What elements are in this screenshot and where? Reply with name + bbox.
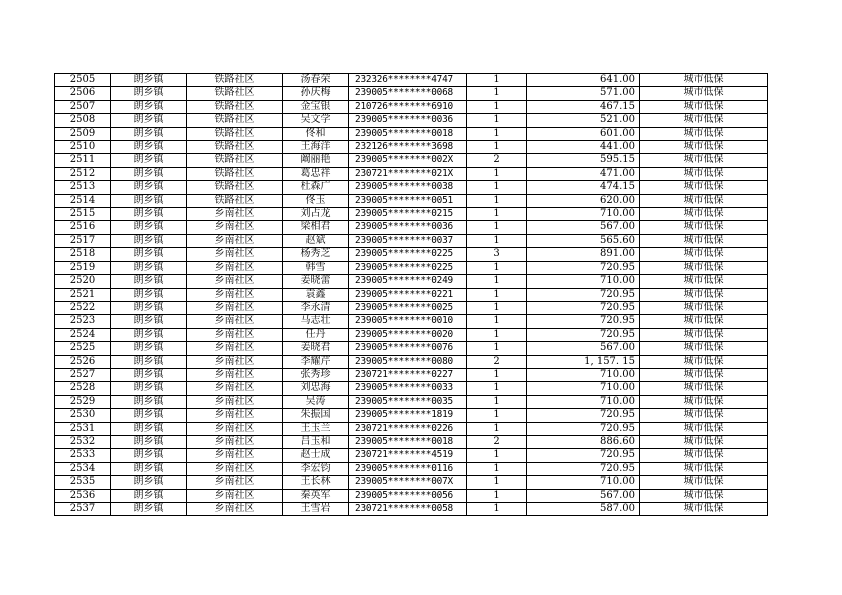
row-number: 2506 [55,87,111,100]
town-cell: 朗乡镇 [111,141,187,154]
table-row [55,355,768,368]
household-count-cell: 2 [467,435,527,448]
town-cell: 朗乡镇 [111,435,187,448]
household-count-cell: 1 [467,87,527,100]
town-cell: 朗乡镇 [111,275,187,288]
community-cell: 乡南社区 [187,275,283,288]
id-number-cell: 239005********0080 [349,355,467,368]
id-number-cell: 239005********007X [349,476,467,489]
id-number-cell: 239005********0025 [349,301,467,314]
name-cell: 杜森广 [283,181,349,194]
community-cell: 铁路社区 [187,167,283,180]
amount-cell: 710.00 [527,395,640,408]
name-cell: 李耀芹 [283,355,349,368]
assistance-type-cell: 城市低保 [640,127,768,140]
household-count-cell: 1 [467,301,527,314]
id-number-cell: 239005********0225 [349,261,467,274]
amount-cell: 710.00 [527,476,640,489]
community-cell: 乡南社区 [187,315,283,328]
row-number: 2523 [55,315,111,328]
assistance-type-cell: 城市低保 [640,503,768,516]
name-cell: 孙庆梅 [283,87,349,100]
assistance-type-cell: 城市低保 [640,382,768,395]
name-cell: 汤春荣 [283,74,349,87]
id-number-cell: 239005********0221 [349,288,467,301]
id-number-cell: 239005********0249 [349,275,467,288]
town-cell: 朗乡镇 [111,503,187,516]
row-number: 2508 [55,114,111,127]
assistance-type-cell: 城市低保 [640,141,768,154]
community-cell: 乡南社区 [187,221,283,234]
table-row [55,194,768,207]
id-number-cell: 239005********0036 [349,221,467,234]
amount-cell: 710.00 [527,368,640,381]
table-row [55,476,768,489]
household-count-cell: 1 [467,167,527,180]
community-cell: 乡南社区 [187,395,283,408]
community-cell: 乡南社区 [187,435,283,448]
name-cell: 王雪岩 [283,503,349,516]
table-row [55,248,768,261]
town-cell: 朗乡镇 [111,315,187,328]
table-row [55,368,768,381]
household-count-cell: 1 [467,422,527,435]
amount-cell: 720.95 [527,261,640,274]
table-row [55,422,768,435]
amount-cell: 595.15 [527,154,640,167]
household-count-cell: 1 [467,462,527,475]
community-cell: 乡南社区 [187,422,283,435]
household-count-cell: 3 [467,248,527,261]
assistance-type-cell: 城市低保 [640,315,768,328]
household-count-cell: 1 [467,100,527,113]
table-row [55,167,768,180]
household-count-cell: 1 [467,234,527,247]
assistance-type-cell: 城市低保 [640,261,768,274]
town-cell: 朗乡镇 [111,154,187,167]
amount-cell: 620.00 [527,194,640,207]
community-cell: 乡南社区 [187,462,283,475]
table-row [55,315,768,328]
assistance-type-cell: 城市低保 [640,167,768,180]
amount-cell: 467.15 [527,100,640,113]
assistance-type-cell: 城市低保 [640,355,768,368]
row-number: 2519 [55,261,111,274]
table-row [55,141,768,154]
id-number-cell: 239005********0018 [349,435,467,448]
name-cell: 佟玉 [283,194,349,207]
town-cell: 朗乡镇 [111,194,187,207]
community-cell: 乡南社区 [187,342,283,355]
assistance-type-cell: 城市低保 [640,395,768,408]
id-number-cell: 239005********0116 [349,462,467,475]
household-count-cell: 1 [467,74,527,87]
id-number-cell: 232326********4747 [349,74,467,87]
household-count-cell: 1 [467,409,527,422]
amount-cell: 587.00 [527,503,640,516]
assistance-type-cell: 城市低保 [640,422,768,435]
town-cell: 朗乡镇 [111,382,187,395]
table-row [55,288,768,301]
amount-cell: 720.95 [527,288,640,301]
id-number-cell: 239005********0035 [349,395,467,408]
community-cell: 铁路社区 [187,141,283,154]
household-count-cell: 1 [467,275,527,288]
id-number-cell: 239005********0051 [349,194,467,207]
amount-cell: 571.00 [527,87,640,100]
row-number: 2531 [55,422,111,435]
row-number: 2510 [55,141,111,154]
assistance-type-cell: 城市低保 [640,74,768,87]
name-cell: 吴文学 [283,114,349,127]
town-cell: 朗乡镇 [111,100,187,113]
town-cell: 朗乡镇 [111,74,187,87]
table-row [55,435,768,448]
table-row [55,87,768,100]
name-cell: 王海洋 [283,141,349,154]
name-cell: 韩雪 [283,261,349,274]
amount-cell: 601.00 [527,127,640,140]
household-count-cell: 1 [467,315,527,328]
household-count-cell: 1 [467,395,527,408]
amount-cell: 1, 157. 15 [527,355,640,368]
household-count-cell: 1 [467,114,527,127]
town-cell: 朗乡镇 [111,288,187,301]
assistance-type-cell: 城市低保 [640,328,768,341]
name-cell: 阚丽艳 [283,154,349,167]
town-cell: 朗乡镇 [111,248,187,261]
assistance-type-cell: 城市低保 [640,208,768,221]
id-number-cell: 239005********0225 [349,248,467,261]
assistance-type-cell: 城市低保 [640,462,768,475]
assistance-type-cell: 城市低保 [640,435,768,448]
table-row [55,127,768,140]
row-number: 2535 [55,476,111,489]
row-number: 2527 [55,368,111,381]
town-cell: 朗乡镇 [111,167,187,180]
name-cell: 吴涛 [283,395,349,408]
assistance-type-cell: 城市低保 [640,194,768,207]
row-number: 2515 [55,208,111,221]
household-count-cell: 1 [467,221,527,234]
amount-cell: 474.15 [527,181,640,194]
town-cell: 朗乡镇 [111,301,187,314]
household-count-cell: 1 [467,194,527,207]
row-number: 2518 [55,248,111,261]
row-number: 2526 [55,355,111,368]
assistance-type-cell: 城市低保 [640,409,768,422]
id-number-cell: 239005********0076 [349,342,467,355]
community-cell: 乡南社区 [187,503,283,516]
town-cell: 朗乡镇 [111,355,187,368]
community-cell: 乡南社区 [187,409,283,422]
id-number-cell: 230721********0227 [349,368,467,381]
name-cell: 马志壮 [283,315,349,328]
amount-cell: 471.00 [527,167,640,180]
name-cell: 赵斌 [283,234,349,247]
community-cell: 铁路社区 [187,74,283,87]
id-number-cell: 239005********0215 [349,208,467,221]
town-cell: 朗乡镇 [111,181,187,194]
community-cell: 铁路社区 [187,114,283,127]
assistance-type-cell: 城市低保 [640,221,768,234]
id-number-cell: 230721********0226 [349,422,467,435]
table-row [55,489,768,502]
amount-cell: 886.60 [527,435,640,448]
id-number-cell: 210726********6910 [349,100,467,113]
town-cell: 朗乡镇 [111,342,187,355]
town-cell: 朗乡镇 [111,395,187,408]
name-cell: 袁鑫 [283,288,349,301]
amount-cell: 720.95 [527,409,640,422]
table-row [55,261,768,274]
assistance-type-cell: 城市低保 [640,87,768,100]
row-number: 2533 [55,449,111,462]
assistance-type-cell: 城市低保 [640,154,768,167]
amount-cell: 567.00 [527,342,640,355]
town-cell: 朗乡镇 [111,409,187,422]
household-count-cell: 1 [467,328,527,341]
household-count-cell: 1 [467,342,527,355]
community-cell: 乡南社区 [187,328,283,341]
town-cell: 朗乡镇 [111,261,187,274]
community-cell: 乡南社区 [187,248,283,261]
table-row [55,503,768,516]
town-cell: 朗乡镇 [111,449,187,462]
household-count-cell: 1 [467,368,527,381]
household-count-cell: 1 [467,449,527,462]
row-number: 2514 [55,194,111,207]
community-cell: 乡南社区 [187,234,283,247]
row-number: 2536 [55,489,111,502]
table-row [55,275,768,288]
community-cell: 乡南社区 [187,476,283,489]
amount-cell: 567.00 [527,221,640,234]
household-count-cell: 1 [467,181,527,194]
table-row [55,181,768,194]
row-number: 2509 [55,127,111,140]
name-cell: 吕玉和 [283,435,349,448]
amount-cell: 641.00 [527,74,640,87]
community-cell: 乡南社区 [187,261,283,274]
table-row [55,395,768,408]
id-number-cell: 239005********0037 [349,234,467,247]
id-number-cell: 239005********0068 [349,87,467,100]
id-number-cell: 239005********002X [349,154,467,167]
household-count-cell: 1 [467,476,527,489]
amount-cell: 521.00 [527,114,640,127]
household-count-cell: 1 [467,503,527,516]
row-number: 2524 [55,328,111,341]
table-row [55,234,768,247]
community-cell: 乡南社区 [187,382,283,395]
assistance-type-cell: 城市低保 [640,368,768,381]
name-cell: 王长林 [283,476,349,489]
id-number-cell: 239005********0018 [349,127,467,140]
name-cell: 王玉兰 [283,422,349,435]
row-number: 2505 [55,74,111,87]
id-number-cell: 230721********021X [349,167,467,180]
row-number: 2521 [55,288,111,301]
table-body [55,74,768,516]
town-cell: 朗乡镇 [111,368,187,381]
assistance-type-cell: 城市低保 [640,181,768,194]
assistance-type-cell: 城市低保 [640,114,768,127]
name-cell: 金宝银 [283,100,349,113]
community-cell: 乡南社区 [187,288,283,301]
town-cell: 朗乡镇 [111,462,187,475]
name-cell: 佟和 [283,127,349,140]
row-number: 2517 [55,234,111,247]
table-row [55,409,768,422]
town-cell: 朗乡镇 [111,127,187,140]
community-cell: 铁路社区 [187,127,283,140]
id-number-cell: 239005********0056 [349,489,467,502]
household-count-cell: 1 [467,141,527,154]
name-cell: 李宏钧 [283,462,349,475]
community-cell: 铁路社区 [187,154,283,167]
row-number: 2507 [55,100,111,113]
table-row [55,208,768,221]
table-row [55,154,768,167]
row-number: 2522 [55,301,111,314]
row-number: 2530 [55,409,111,422]
assistance-type-cell: 城市低保 [640,248,768,261]
id-number-cell: 239005********0020 [349,328,467,341]
town-cell: 朗乡镇 [111,114,187,127]
community-cell: 乡南社区 [187,301,283,314]
name-cell: 葛忠祥 [283,167,349,180]
name-cell: 刘忠海 [283,382,349,395]
assistance-type-cell: 城市低保 [640,489,768,502]
id-number-cell: 239005********0033 [349,382,467,395]
row-number: 2529 [55,395,111,408]
assistance-type-cell: 城市低保 [640,301,768,314]
town-cell: 朗乡镇 [111,221,187,234]
row-number: 2532 [55,435,111,448]
id-number-cell: 239005********0010 [349,315,467,328]
household-count-cell: 2 [467,355,527,368]
amount-cell: 567.00 [527,489,640,502]
community-cell: 乡南社区 [187,368,283,381]
name-cell: 赵士成 [283,449,349,462]
row-number: 2534 [55,462,111,475]
amount-cell: 720.95 [527,301,640,314]
name-cell: 张秀珍 [283,368,349,381]
row-number: 2516 [55,221,111,234]
household-count-cell: 1 [467,208,527,221]
id-number-cell: 232126********3698 [349,141,467,154]
community-cell: 乡南社区 [187,449,283,462]
id-number-cell: 230721********0058 [349,503,467,516]
amount-cell: 720.95 [527,449,640,462]
row-number: 2537 [55,503,111,516]
table-row [55,342,768,355]
table-row [55,328,768,341]
assistance-type-cell: 城市低保 [640,275,768,288]
row-number: 2511 [55,154,111,167]
name-cell: 姜晓君 [283,342,349,355]
amount-cell: 720.95 [527,422,640,435]
row-number: 2512 [55,167,111,180]
town-cell: 朗乡镇 [111,422,187,435]
table-row [55,449,768,462]
community-cell: 铁路社区 [187,194,283,207]
community-cell: 乡南社区 [187,489,283,502]
assistance-type-cell: 城市低保 [640,476,768,489]
assistance-type-cell: 城市低保 [640,449,768,462]
name-cell: 姜晓蕾 [283,275,349,288]
name-cell: 杨秀芝 [283,248,349,261]
name-cell: 秦英军 [283,489,349,502]
town-cell: 朗乡镇 [111,476,187,489]
table-row [55,114,768,127]
row-number: 2528 [55,382,111,395]
name-cell: 刘占龙 [283,208,349,221]
household-count-cell: 1 [467,288,527,301]
amount-cell: 720.95 [527,462,640,475]
id-number-cell: 239005********1819 [349,409,467,422]
amount-cell: 710.00 [527,382,640,395]
assistance-type-cell: 城市低保 [640,288,768,301]
table-row [55,462,768,475]
row-number: 2513 [55,181,111,194]
row-number: 2520 [55,275,111,288]
town-cell: 朗乡镇 [111,87,187,100]
table-row [55,74,768,87]
data-table [54,73,768,516]
community-cell: 铁路社区 [187,87,283,100]
household-count-cell: 2 [467,154,527,167]
table-row [55,100,768,113]
table-row [55,382,768,395]
town-cell: 朗乡镇 [111,489,187,502]
community-cell: 乡南社区 [187,355,283,368]
name-cell: 梁相君 [283,221,349,234]
town-cell: 朗乡镇 [111,328,187,341]
table-row [55,221,768,234]
assistance-type-cell: 城市低保 [640,100,768,113]
household-count-cell: 1 [467,382,527,395]
amount-cell: 720.95 [527,315,640,328]
town-cell: 朗乡镇 [111,234,187,247]
name-cell: 李永清 [283,301,349,314]
table-row [55,301,768,314]
id-number-cell: 239005********0038 [349,181,467,194]
amount-cell: 710.00 [527,275,640,288]
assistance-type-cell: 城市低保 [640,342,768,355]
amount-cell: 565.60 [527,234,640,247]
household-count-cell: 1 [467,127,527,140]
amount-cell: 891.00 [527,248,640,261]
name-cell: 朱振国 [283,409,349,422]
assistance-type-cell: 城市低保 [640,234,768,247]
name-cell: 任丹 [283,328,349,341]
amount-cell: 710.00 [527,208,640,221]
household-count-cell: 1 [467,261,527,274]
household-count-cell: 1 [467,489,527,502]
community-cell: 铁路社区 [187,181,283,194]
amount-cell: 441.00 [527,141,640,154]
amount-cell: 720.95 [527,328,640,341]
id-number-cell: 239005********0036 [349,114,467,127]
town-cell: 朗乡镇 [111,208,187,221]
id-number-cell: 230721********4519 [349,449,467,462]
row-number: 2525 [55,342,111,355]
community-cell: 乡南社区 [187,208,283,221]
community-cell: 铁路社区 [187,100,283,113]
